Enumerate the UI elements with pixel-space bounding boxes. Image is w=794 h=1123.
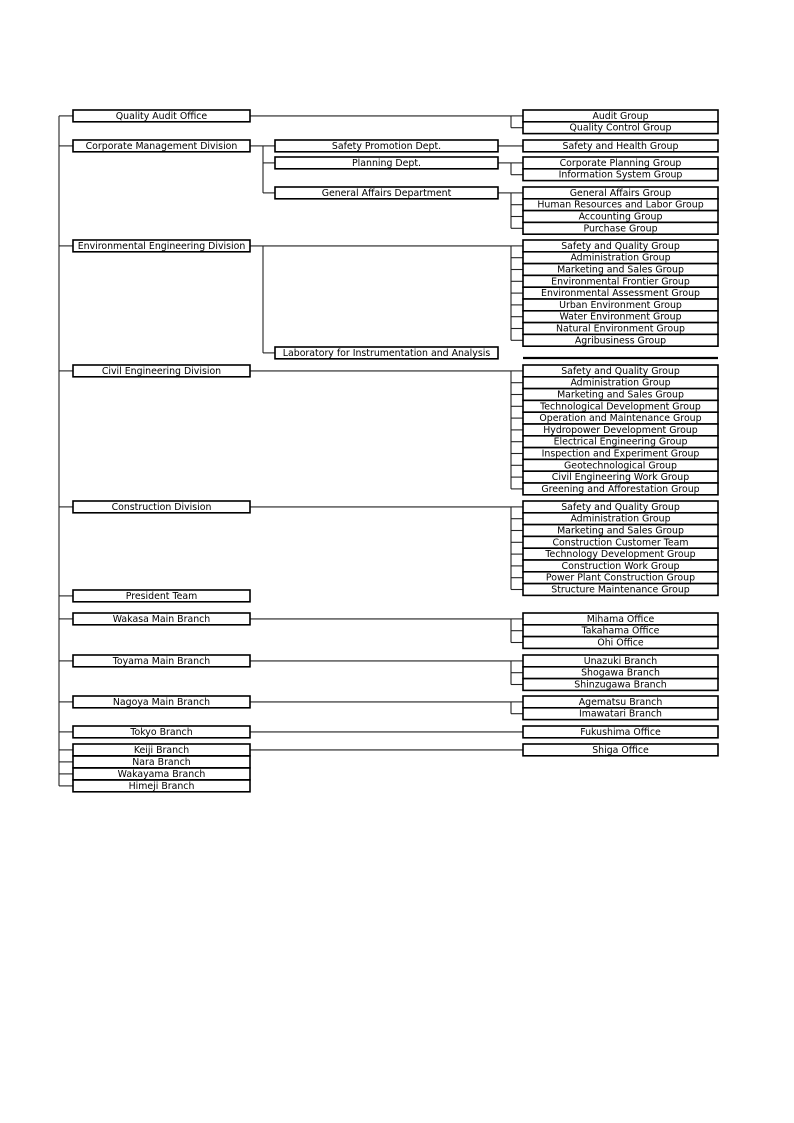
group-box <box>523 513 718 525</box>
group-box-label: Safety and Quality Group <box>561 240 680 252</box>
group-box-label: Marketing and Sales Group <box>557 389 684 401</box>
group-box-label: Mihama Office <box>586 613 655 625</box>
unit-box <box>73 744 250 756</box>
group-box <box>523 625 718 637</box>
unit-box-label: Himeji Branch <box>128 780 195 792</box>
group-box-label: Agematsu Branch <box>578 696 663 708</box>
group-box-label: Imawatari Branch <box>579 708 662 720</box>
group-box <box>523 637 718 649</box>
unit-box <box>73 110 250 122</box>
group-box <box>523 436 718 448</box>
department-box-label: Planning Dept. <box>352 157 421 169</box>
unit-box-label: Nara Branch <box>132 756 191 768</box>
unit-box-label: Civil Engineering Division <box>101 365 222 377</box>
unit-box-label: Wakayama Branch <box>117 768 206 780</box>
unit-box <box>73 655 250 667</box>
group-box <box>523 696 718 708</box>
group-box <box>523 140 718 152</box>
group-box-label: Ohi Office <box>597 637 644 649</box>
group-box <box>523 275 718 287</box>
group-box <box>523 471 718 483</box>
department-box <box>275 157 498 169</box>
group-box <box>523 299 718 311</box>
group-box <box>523 287 718 299</box>
group-box-label: Geotechnological Group <box>564 460 677 472</box>
group-box <box>523 536 718 548</box>
group-box <box>523 613 718 625</box>
group-box-label: Safety and Quality Group <box>561 365 680 377</box>
unit-box <box>73 590 250 602</box>
group-box <box>523 483 718 495</box>
group-box-label: Purchase Group <box>583 223 658 235</box>
unit-box <box>73 696 250 708</box>
group-box <box>523 548 718 560</box>
group-box <box>523 169 718 181</box>
group-box <box>523 584 718 596</box>
group-box-label: Unazuki Branch <box>583 655 658 667</box>
group-box-label: Safety and Health Group <box>562 140 679 152</box>
unit-box-label: Wakasa Main Branch <box>112 613 211 625</box>
unit-box-label: Keiji Branch <box>133 744 190 756</box>
group-box-label: Administration Group <box>570 377 671 389</box>
group-box-label: Accounting Group <box>578 211 663 223</box>
group-box <box>523 412 718 424</box>
group-box-label: Information System Group <box>558 169 683 181</box>
group-box-label: Administration Group <box>570 513 671 525</box>
group-box <box>523 655 718 667</box>
department-box <box>275 187 498 199</box>
group-box-label: Operation and Maintenance Group <box>539 413 702 425</box>
group-box-label: Natural Environment Group <box>556 323 685 335</box>
unit-box-label: Construction Division <box>111 501 212 513</box>
group-box <box>523 264 718 276</box>
unit-box <box>73 365 250 377</box>
group-box-label: Power Plant Construction Group <box>545 572 696 584</box>
unit-box <box>73 240 250 252</box>
group-box-label: Human Resources and Labor Group <box>537 199 704 211</box>
group-box-label: Civil Engineering Work Group <box>551 472 690 484</box>
org-boxes <box>73 110 718 792</box>
group-box <box>523 240 718 252</box>
group-box-label: Greening and Afforestation Group <box>541 483 700 495</box>
group-box-label: Marketing and Sales Group <box>557 525 684 537</box>
group-box <box>523 323 718 335</box>
group-box <box>523 365 718 377</box>
group-box-label: Agribusiness Group <box>574 335 667 347</box>
group-box-label: Technological Development Group <box>540 401 701 413</box>
unit-box-label: Quality Audit Office <box>115 110 208 122</box>
group-box <box>523 377 718 389</box>
unit-box-label: Tokyo Branch <box>130 726 193 738</box>
group-box-label: Audit Group <box>592 110 649 122</box>
group-box-label: Construction Customer Team <box>552 537 689 549</box>
group-box-label: Shinzugawa Branch <box>574 679 667 691</box>
laboratory-box <box>275 347 498 359</box>
unit-box-label: Toyama Main Branch <box>112 655 211 667</box>
group-box-label: Hydropower Development Group <box>543 424 698 436</box>
group-box <box>523 222 718 234</box>
group-box <box>523 311 718 323</box>
group-box-label: Marketing and Sales Group <box>557 264 684 276</box>
group-box-label: Environmental Assessment Group <box>541 288 700 300</box>
unit-box <box>73 501 250 513</box>
unit-box <box>73 613 250 625</box>
unit-box-label: Nagoya Main Branch <box>112 696 211 708</box>
group-box <box>523 252 718 264</box>
group-box-label: Shogawa Branch <box>581 667 660 679</box>
group-box <box>523 679 718 691</box>
group-box <box>523 708 718 720</box>
group-box <box>523 424 718 436</box>
unit-box <box>73 780 250 792</box>
group-box <box>523 525 718 537</box>
unit-box-label: Environmental Engineering Division <box>77 240 246 252</box>
unit-box <box>73 756 250 768</box>
department-box-label: General Affairs Department <box>321 187 452 199</box>
group-box-label: Urban Environment Group <box>559 299 682 311</box>
group-box-label: General Affairs Group <box>569 187 672 199</box>
group-box-label: Safety and Quality Group <box>561 501 680 513</box>
group-box <box>523 211 718 223</box>
group-box <box>523 334 718 346</box>
group-box <box>523 157 718 169</box>
group-box-label: Environmental Frontier Group <box>551 276 690 288</box>
unit-box-label: Corporate Management Division <box>85 140 238 152</box>
group-box <box>523 448 718 460</box>
group-box-label: Technology Development Group <box>545 549 696 561</box>
group-box <box>523 726 718 738</box>
group-box-label: Administration Group <box>570 252 671 264</box>
group-box <box>523 744 718 756</box>
group-box <box>523 389 718 401</box>
unit-box <box>73 768 250 780</box>
group-box-label: Quality Control Group <box>569 122 672 134</box>
group-box <box>523 187 718 199</box>
group-box <box>523 122 718 134</box>
group-box <box>523 459 718 471</box>
group-box <box>523 400 718 412</box>
unit-box <box>73 726 250 738</box>
group-box-label: Fukushima Office <box>580 726 661 738</box>
department-box <box>275 140 498 152</box>
group-box <box>523 572 718 584</box>
unit-box <box>73 140 250 152</box>
group-box <box>523 667 718 679</box>
group-box-label: Construction Work Group <box>561 560 680 572</box>
group-box <box>523 501 718 513</box>
group-box-label: Takahama Office <box>581 625 660 637</box>
department-box-label: Safety Promotion Dept. <box>331 140 442 152</box>
group-box-label: Inspection and Experiment Group <box>541 448 700 460</box>
group-box-label: Electrical Engineering Group <box>553 436 688 448</box>
unit-box-label: President Team <box>125 590 198 602</box>
laboratory-box-label: Laboratory for Instrumentation and Analysis <box>282 347 491 359</box>
group-box <box>523 560 718 572</box>
group-box <box>523 199 718 211</box>
group-box-label: Shiga Office <box>592 744 649 756</box>
group-box-label: Structure Maintenance Group <box>551 584 690 596</box>
group-box-label: Corporate Planning Group <box>559 157 682 169</box>
group-box-label: Water Environment Group <box>559 311 682 323</box>
group-box <box>523 110 718 122</box>
